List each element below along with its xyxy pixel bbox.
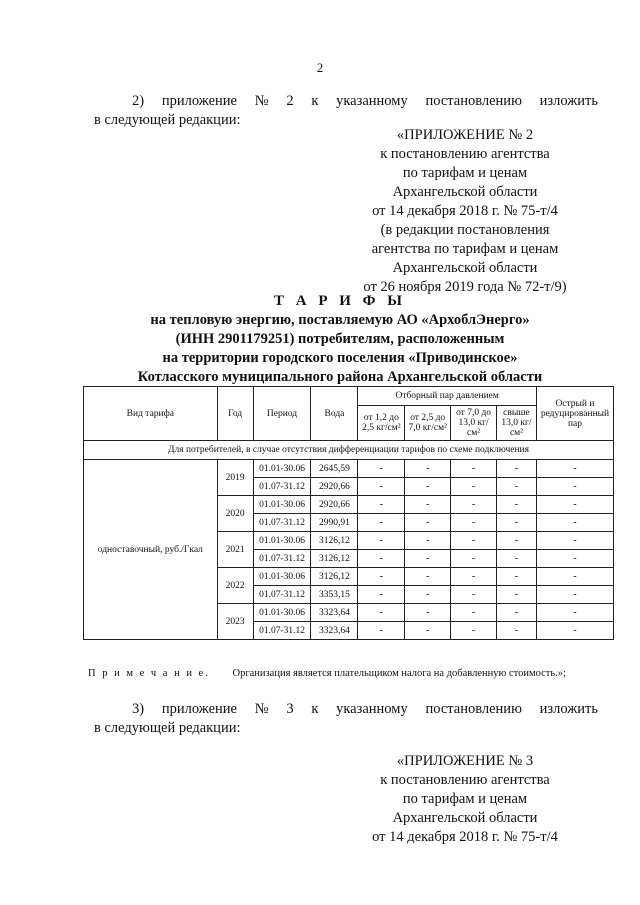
dash-cell: - (497, 478, 537, 496)
tariff-type-cell: одноставочный, руб./Гкал (84, 460, 218, 640)
title-line: на территории городского поселения «Приводинское» (162, 350, 518, 366)
water-cell: 2990,91 (311, 514, 358, 532)
dash-cell: - (451, 604, 497, 622)
dash-cell: - (497, 622, 537, 640)
dash-cell: - (358, 478, 405, 496)
header-steam: Отборный пар давлением (358, 387, 537, 406)
dash-cell: - (358, 604, 405, 622)
dash-cell: - (451, 568, 497, 586)
appendix-line: к постановлению агентства (380, 146, 550, 162)
header-sharp-steam: Острый и редуцированный пар (536, 387, 613, 441)
dash-cell: - (536, 478, 613, 496)
section-header: Для потребителей, в случае отсутствия дифференциации тарифов по схеме подключения (84, 441, 614, 460)
note-text: Организация является плательщиком налога на добавленную стоимость.»; (232, 668, 566, 679)
period-cell: 01.07-31.12 (253, 550, 311, 568)
dash-cell: - (451, 460, 497, 478)
dash-cell: - (405, 514, 451, 532)
period-cell: 01.07-31.12 (253, 622, 311, 640)
year-cell: 2023 (217, 604, 253, 640)
dash-cell: - (358, 532, 405, 550)
title-main: Т А Р И Ф Ы (273, 293, 407, 309)
appendix-line: Архангельской области (392, 184, 538, 200)
dash-cell: - (405, 496, 451, 514)
water-cell: 2920,66 (311, 478, 358, 496)
dash-cell: - (451, 532, 497, 550)
appendix-line: к постановлению агентства (380, 772, 550, 788)
paragraph-line: в следующей редакции: (94, 112, 241, 128)
dash-cell: - (536, 460, 613, 478)
dash-cell: - (497, 586, 537, 604)
note-label: П р и м е ч а н и е. (88, 668, 210, 679)
year-cell: 2022 (217, 568, 253, 604)
dash-cell: - (405, 622, 451, 640)
title-line: Котласского муниципального района Архангельской области (137, 369, 543, 385)
dash-cell: - (405, 586, 451, 604)
dash-cell: - (451, 478, 497, 496)
period-cell: 01.01-30.06 (253, 604, 311, 622)
dash-cell: - (451, 514, 497, 532)
header-pressure-4: свыше 13,0 кг/см² (497, 406, 537, 441)
dash-cell: - (536, 550, 613, 568)
dash-cell: - (451, 622, 497, 640)
word: приложение (161, 93, 237, 109)
appendix-line: от 14 декабря 2018 г. № 75-т/4 (372, 829, 558, 845)
dash-cell: - (358, 550, 405, 568)
word: постановлению (425, 93, 522, 109)
dash-cell: - (536, 496, 613, 514)
appendix-2-header (330, 126, 600, 297)
header-tariff-type: Вид тарифа (84, 387, 218, 441)
dash-cell: - (358, 460, 405, 478)
header-year: Год (217, 387, 253, 441)
period-cell: 01.07-31.12 (253, 586, 311, 604)
word: постановлению (425, 701, 522, 717)
dash-cell: - (536, 532, 613, 550)
water-cell: 3126,12 (311, 568, 358, 586)
header-pressure-2: от 2,5 до 7,0 кг/см² (405, 406, 451, 441)
title-line: (ИНН 2901179251) потребителям, расположенным (175, 331, 505, 347)
dash-cell: - (497, 604, 537, 622)
word: 2 (286, 93, 294, 109)
table-note (88, 668, 608, 679)
water-cell: 2645,59 (311, 460, 358, 478)
header-water: Вода (311, 387, 358, 441)
appendix-line: от 14 декабря 2018 г. № 75-т/4 (372, 203, 558, 219)
appendix-line: Архангельской области (392, 260, 538, 276)
header-pressure-3: от 7,0 до 13,0 кг/см² (451, 406, 497, 441)
period-cell: 01.07-31.12 (253, 478, 311, 496)
dash-cell: - (358, 514, 405, 532)
word: к (311, 701, 319, 717)
appendix-3-header (330, 752, 600, 847)
document-title (120, 292, 560, 387)
word: указанному (336, 701, 408, 717)
dash-cell: - (358, 496, 405, 514)
tariff-table (83, 386, 614, 640)
dash-cell: - (497, 514, 537, 532)
dash-cell: - (405, 532, 451, 550)
word: 3 (286, 701, 294, 717)
dash-cell: - (405, 478, 451, 496)
word: к (311, 93, 319, 109)
water-cell: 3126,12 (311, 532, 358, 550)
dash-cell: - (497, 532, 537, 550)
water-cell: 3353,15 (311, 586, 358, 604)
word: 3) (132, 701, 145, 717)
dash-cell: - (497, 460, 537, 478)
dash-cell: - (405, 550, 451, 568)
appendix-line: по тарифам и ценам (402, 165, 528, 181)
water-cell: 3323,64 (311, 622, 358, 640)
appendix-line: Архангельской области (392, 810, 538, 826)
dash-cell: - (451, 496, 497, 514)
appendix-line: «ПРИЛОЖЕНИЕ № 2 (396, 127, 534, 143)
header-pressure-1: от 1,2 до 2,5 кг/см² (358, 406, 405, 441)
word: № (254, 701, 269, 717)
water-cell: 3323,64 (311, 604, 358, 622)
appendix-line: по тарифам и ценам (402, 791, 528, 807)
dash-cell: - (451, 586, 497, 604)
dash-cell: - (536, 514, 613, 532)
word: изложить (539, 93, 598, 109)
water-cell: 2920,66 (311, 496, 358, 514)
table-row (84, 460, 614, 478)
word: приложение (161, 701, 237, 717)
appendix-line: от 26 ноября 2019 года № 72-т/9) (363, 279, 567, 295)
dash-cell: - (497, 568, 537, 586)
word: указанному (336, 93, 408, 109)
title-line: на тепловую энергию, поставляемую АО «АрхоблЭнерго» (150, 312, 530, 328)
dash-cell: - (536, 586, 613, 604)
dash-cell: - (405, 604, 451, 622)
appendix-line: агентства по тарифам и ценам (371, 241, 559, 257)
period-cell: 01.07-31.12 (253, 514, 311, 532)
year-cell: 2019 (217, 460, 253, 496)
dash-cell: - (358, 586, 405, 604)
word: № (254, 93, 269, 109)
period-cell: 01.01-30.06 (253, 568, 311, 586)
dash-cell: - (536, 622, 613, 640)
dash-cell: - (497, 496, 537, 514)
period-cell: 01.01-30.06 (253, 532, 311, 550)
paragraph-3 (94, 700, 598, 738)
year-cell: 2021 (217, 532, 253, 568)
dash-cell: - (358, 622, 405, 640)
dash-cell: - (536, 568, 613, 586)
appendix-line: (в редакции постановления (380, 222, 550, 238)
dash-cell: - (405, 568, 451, 586)
header-period: Период (253, 387, 311, 441)
period-cell: 01.01-30.06 (253, 496, 311, 514)
dash-cell: - (405, 460, 451, 478)
paragraph-2 (94, 92, 598, 130)
appendix-line: «ПРИЛОЖЕНИЕ № 3 (396, 753, 534, 769)
water-cell: 3126,12 (311, 550, 358, 568)
dash-cell: - (358, 568, 405, 586)
dash-cell: - (451, 550, 497, 568)
page-number: 2 (316, 60, 324, 75)
dash-cell: - (536, 604, 613, 622)
paragraph-line: в следующей редакции: (94, 720, 241, 736)
year-cell: 2020 (217, 496, 253, 532)
word: 2) (132, 93, 145, 109)
dash-cell: - (497, 550, 537, 568)
word: изложить (539, 701, 598, 717)
period-cell: 01.01-30.06 (253, 460, 311, 478)
